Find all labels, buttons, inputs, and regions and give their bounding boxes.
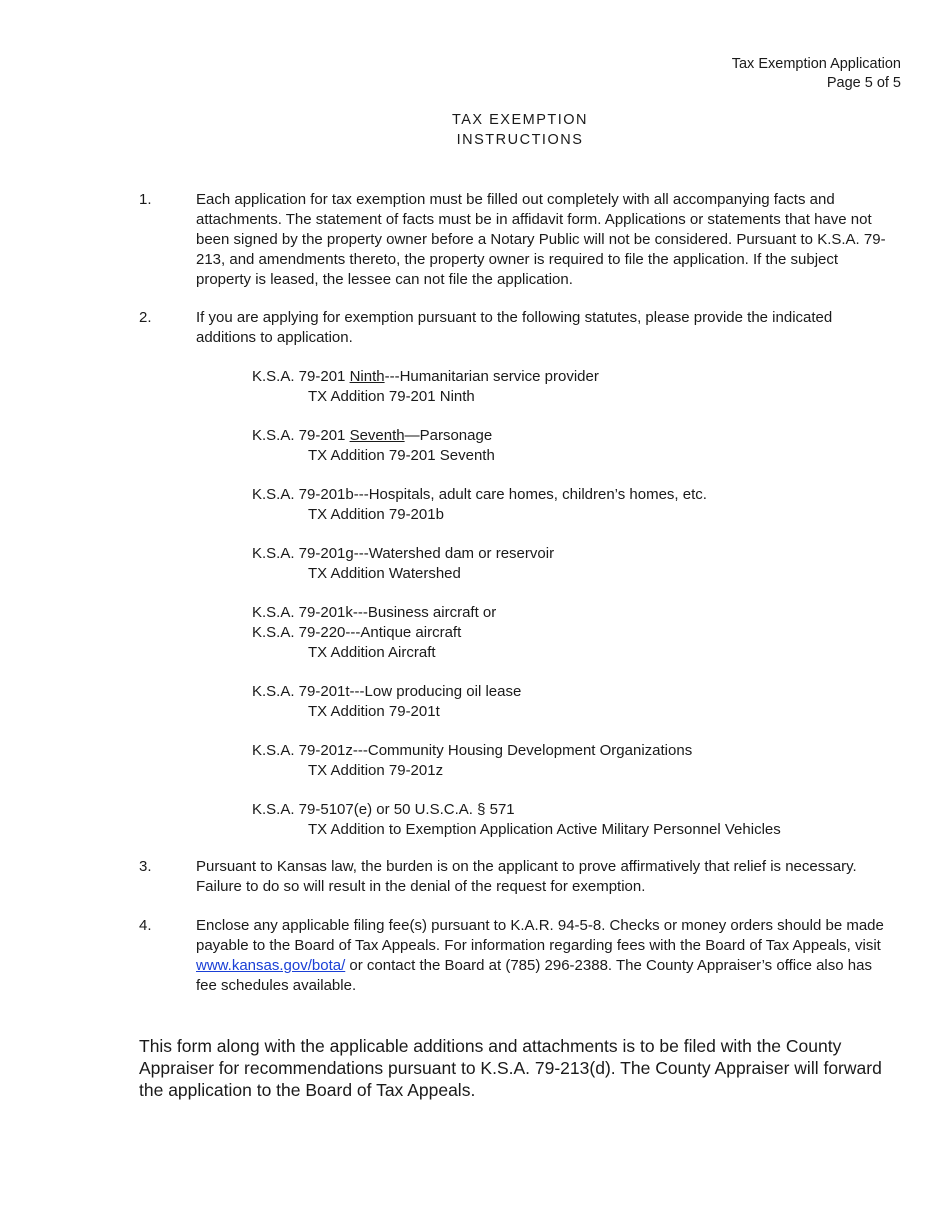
item-number: 2.: [139, 309, 152, 326]
statute-line: K.S.A. 79-201z---Community Housing Development Organizations: [252, 742, 693, 759]
item-text: If you are applying for exemption pursuant to the following statutes, please provide the indicated additions to application.: [196, 309, 833, 346]
item-number: 3.: [139, 858, 152, 875]
statute-addition: TX Addition 79-201t: [308, 703, 440, 720]
title-line-2: INSTRUCTIONS: [456, 132, 584, 148]
item-number: 4.: [139, 917, 152, 934]
statute-underlined: Ninth: [349, 368, 385, 385]
statute-entry: [252, 741, 892, 781]
statute-entry: [252, 367, 892, 407]
header-doc-title: Tax Exemption Application: [731, 56, 901, 72]
document-title: [0, 110, 950, 150]
statute-line: K.S.A. 79-5107(e) or 50 U.S.C.A. § 571: [252, 801, 515, 818]
statute-addition: TX Addition 79-201z: [308, 762, 444, 779]
statute-line-2: K.S.A. 79-220---Antique aircraft: [252, 624, 462, 641]
item-text-after-link: or contact the Board at (785) 296-2388. The County Appraiser’s office also has fee schedules available.: [196, 957, 872, 994]
statute-line: [252, 426, 892, 446]
statute-suffix: ---Humanitarian service provider: [384, 368, 599, 385]
statute-entry: [252, 544, 892, 584]
statute-addition: TX Addition 79-201 Seventh: [308, 447, 495, 464]
statute-line: [252, 367, 892, 387]
statute-entry: [252, 682, 892, 722]
statute-line: K.S.A. 79-201k---Business aircraft or: [252, 604, 497, 621]
statute-addition: TX Addition 79-201b: [308, 506, 444, 523]
page-header: [732, 55, 901, 93]
item-text-before-link: Enclose any applicable filing fee(s) pursuant to K.A.R. 94-5-8. Checks or money orders should be made payable to the Board of Tax Appeals. For information regarding fees with the Board of Tax Appeals, visit: [196, 917, 884, 954]
header-page-number: Page 5 of 5: [826, 75, 901, 91]
item-text: [196, 916, 896, 996]
item-number: 1.: [139, 191, 152, 208]
statute-entry: [252, 426, 892, 466]
title-line-1: TAX EXEMPTION: [451, 112, 589, 128]
statute-addition: TX Addition Watershed: [308, 565, 461, 582]
statute-entry: [252, 800, 892, 840]
statute-addition: TX Addition 79-201 Ninth: [308, 388, 475, 405]
statute-suffix: —Parsonage: [404, 427, 493, 444]
statute-prefix: K.S.A. 79-201: [252, 427, 350, 444]
statute-entry: [252, 485, 892, 525]
statute-entry: [252, 603, 892, 663]
item-text: Pursuant to Kansas law, the burden is on the applicant to prove affirmatively that relief is necessary. Failure to do so will result in the denial of the request for exemption.: [196, 858, 857, 895]
bota-website-link[interactable]: www.kansas.gov/bota/: [196, 957, 346, 974]
filing-instructions-footer: This form along with the applicable additions and attachments is to be filed with the County Appraiser for recommendations pursuant to K.S.A. 79-213(d). The County Appraiser will forward the application to the Board of Tax Appeals.: [139, 1036, 882, 1100]
statute-line: K.S.A. 79-201b---Hospitals, adult care homes, children’s homes, etc.: [252, 486, 707, 503]
statute-addition: TX Addition to Exemption Application Active Military Personnel Vehicles: [308, 821, 781, 838]
statute-prefix: K.S.A. 79-201: [252, 368, 350, 385]
statute-line: K.S.A. 79-201t---Low producing oil lease: [252, 683, 522, 700]
item-text: Each application for tax exemption must be filled out completely with all accompanying facts and attachments. The statement of facts must be in affidavit form. Applications or statements that have not been signed by the property owner before a Notary Public will not be considered. Pursuant to K.S.A. 79-213, and amendments thereto, the property owner is required to file the application. If the subject property is leased, the lessee can not file the application.: [196, 191, 886, 288]
statute-list: [252, 367, 892, 859]
statute-underlined: Seventh: [349, 427, 405, 444]
statute-addition: TX Addition Aircraft: [308, 644, 436, 661]
statute-line: K.S.A. 79-201g---Watershed dam or reservoir: [252, 545, 555, 562]
